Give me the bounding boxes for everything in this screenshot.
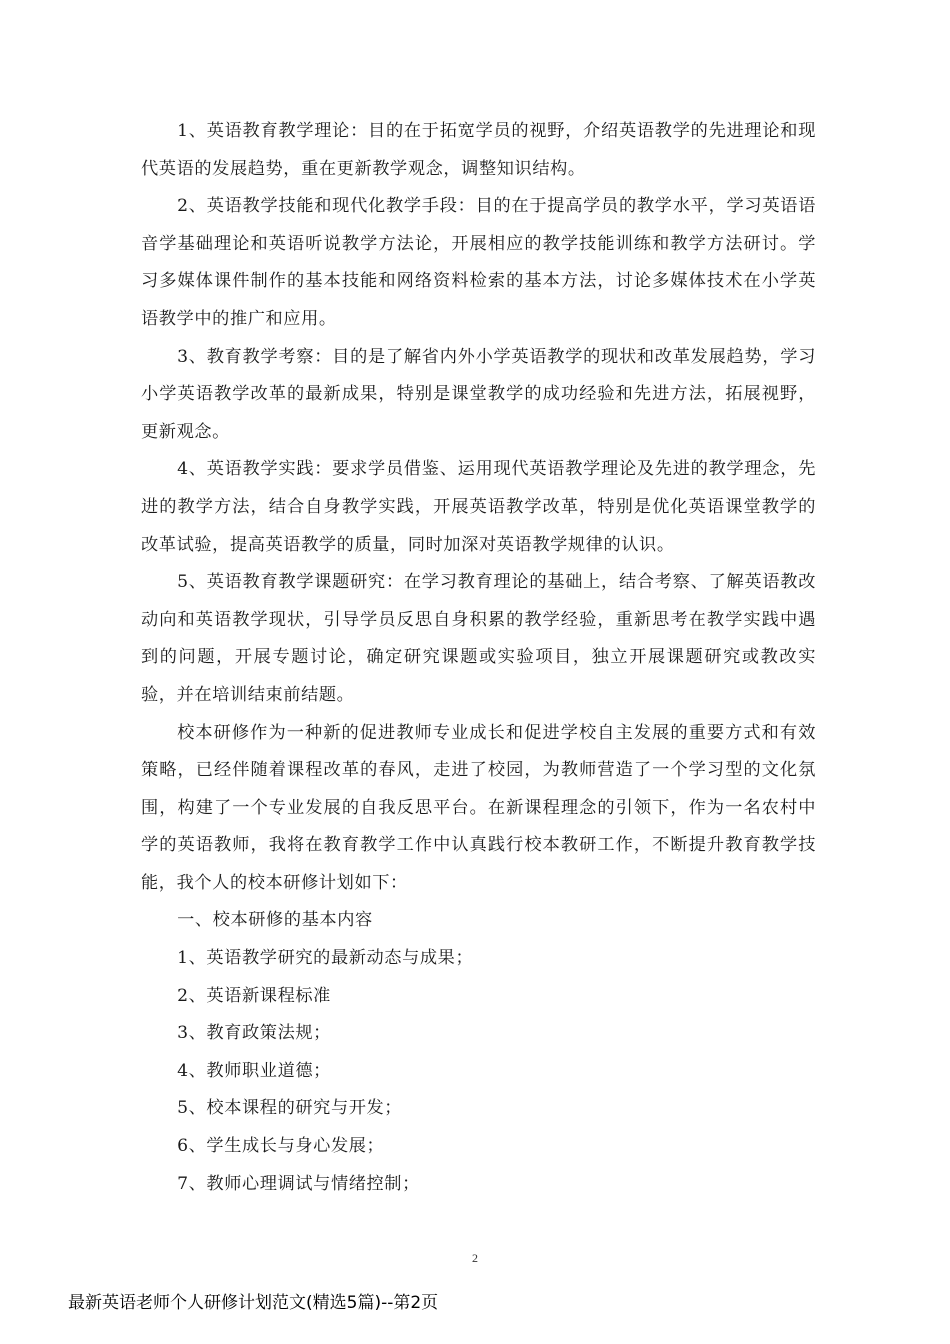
paragraph-research: 5、英语教育教学课题研究：在学习教育理论的基础上，结合考察、了解英语教改动向和英语教学现状，引导学员反思自身积累的教学经验，重新思考在教学实践中遇到的问题，开展专题讨论，确定研究课题或实验项目，独立开展课题研究或教改实验，并在培训结束前结题。 — [141, 572, 816, 705]
list-item: 4、教师职业道德； — [177, 1060, 331, 1081]
paragraph-theory: 1、英语教育教学理论：目的在于拓宽学员的视野，介绍英语教学的先进理论和现代英语的发展趋势，重在更新教学观念，调整知识结构。 — [141, 121, 816, 179]
page-number: 2 — [472, 1251, 478, 1265]
paragraph-skills: 2、英语教学技能和现代化教学手段：目的在于提高学员的教学水平，学习英语语音学基础理论和英语听说教学方法论，开展相应的教学技能训练和教学方法研讨。学习多媒体课件制作的基本技能和网络资料检索的基本方法，讨论多媒体技术在小学英语教学中的推广和应用。 — [141, 196, 816, 329]
list-item: 2、英语新课程标准 — [177, 985, 331, 1006]
list-item: 1、英语教学研究的最新动态与成果； — [177, 948, 474, 969]
paragraph-intro: 校本研修作为一种新的促进教师专业成长和促进学校自主发展的重要方式和有效策略，已经伴随着课程改革的春风，走进了校园，为教师营造了一个学习型的文化氛围，构建了一个专业发展的自我反思平台。在新课程理念的引领下，作为一名农村中学的英语教师，我将在教育教学工作中认真践行校本教研工作，不断提升教育教学技能，我个人的校本研修计划如下： — [141, 722, 816, 893]
list-item: 6、学生成长与身心发展； — [177, 1136, 385, 1157]
document-body — [141, 113, 816, 1203]
list-item: 5、校本课程的研究与开发； — [177, 1098, 403, 1119]
paragraph-practice: 4、英语教学实践：要求学员借鉴、运用现代英语教学理论及先进的教学理念，先进的教学方法，结合自身教学实践，开展英语教学改革，特别是优化英语课堂教学的改革试验，提高英语教学的质量，同时加深对英语教学规律的认识。 — [141, 459, 816, 555]
section-heading: 一、校本研修的基本内容 — [177, 910, 373, 931]
content-list — [141, 940, 816, 1203]
list-item: 7、教师心理调试与情绪控制； — [177, 1173, 420, 1194]
list-item: 3、教育政策法规； — [177, 1023, 331, 1044]
footer-title: 最新英语老师个人研修计划范文(精选5篇)--第2页 — [68, 1293, 439, 1313]
paragraph-inspection: 3、教育教学考察：目的是了解省内外小学英语教学的现状和改革发展趋势，学习小学英语教学改革的最新成果，特别是课堂教学的成功经验和先进方法，拓展视野，更新观念。 — [141, 346, 816, 442]
